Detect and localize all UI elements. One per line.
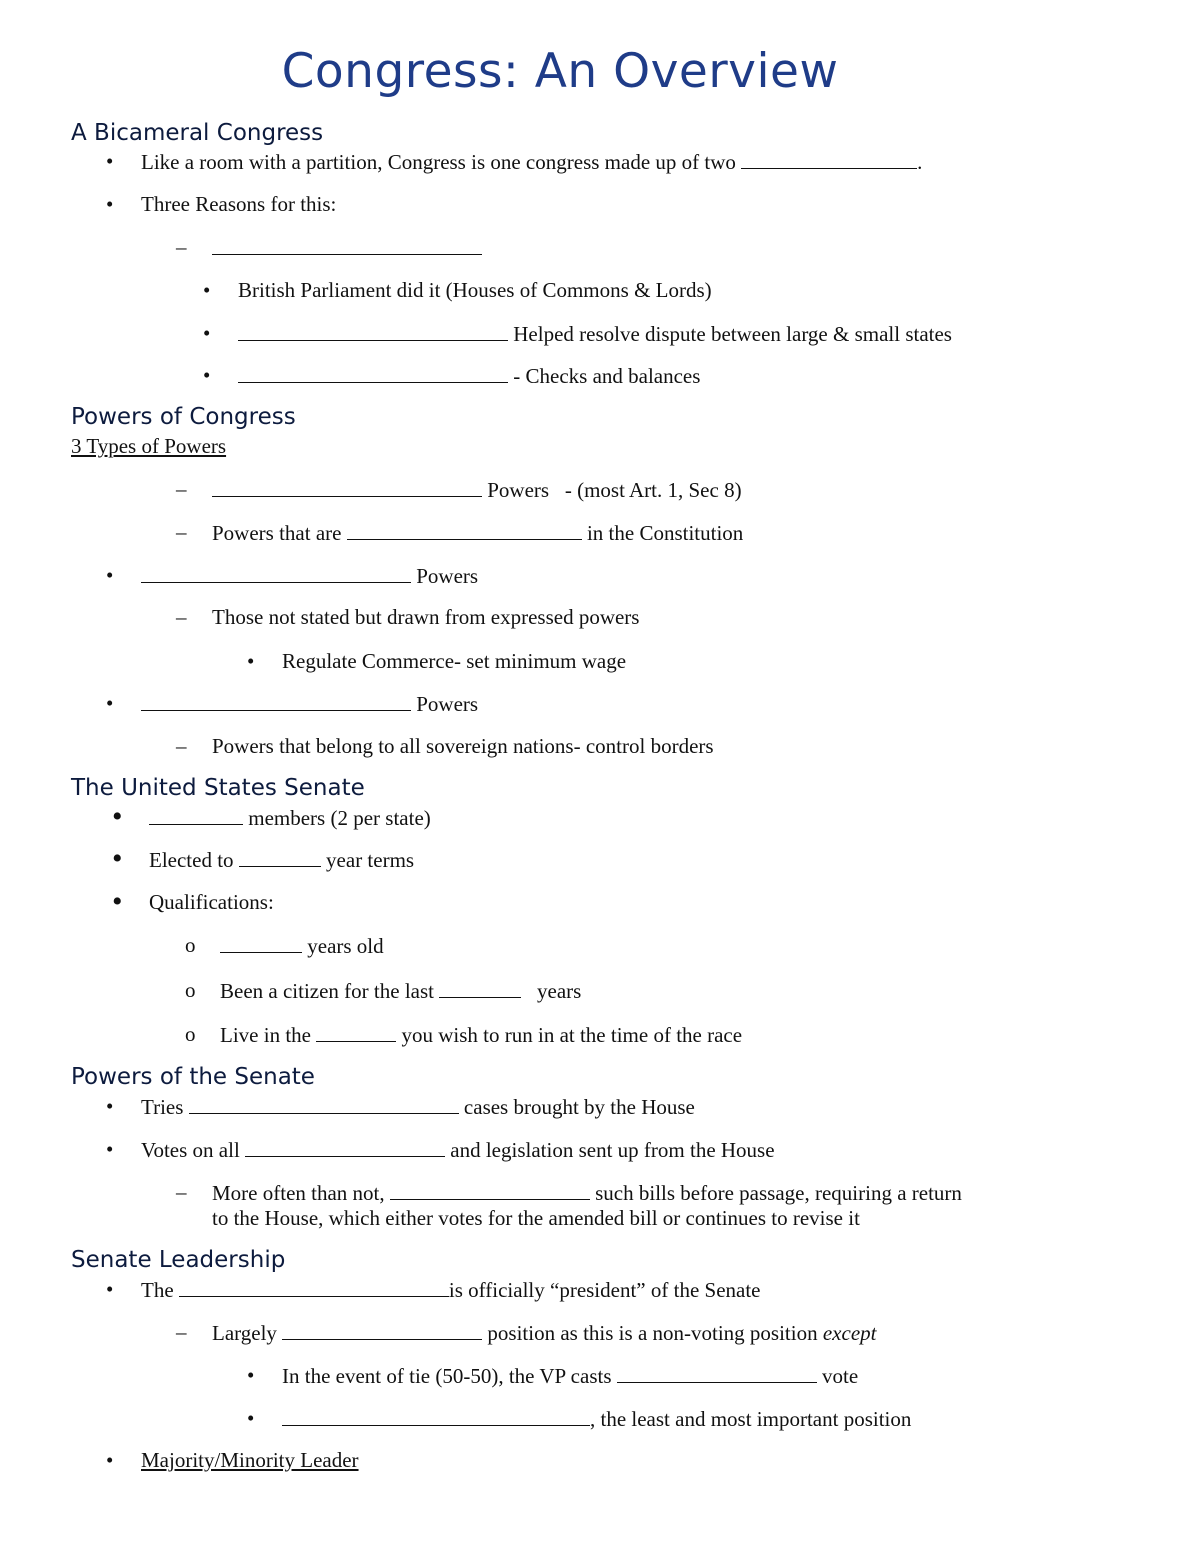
heading-leadership: Senate Leadership [71,1247,286,1273]
powers-line-2: Powers that are in the Constitution [212,521,744,545]
heading-bicameral: A Bicameral Congress [71,120,324,146]
senate-line-3: Qualifications: [149,890,274,914]
page-title: Congress: An Overview [281,44,839,99]
circle-bullet: o [185,1022,196,1046]
circle-bullet: o [185,978,196,1002]
blank[interactable] [238,320,508,341]
dash: – [176,520,187,544]
bullet: • [112,842,123,875]
powers-line-3: Powers [141,562,478,589]
bicameral-line-3 [212,234,482,261]
senate-line-1: members (2 per state) [149,804,431,831]
bicameral-line-5: Helped resolve dispute between large & small states [238,320,952,347]
blank[interactable] [282,1319,482,1340]
senate-line-2: Elected to year terms [149,848,415,872]
bicameral-line-6: - Checks and balances [238,362,700,389]
blank[interactable] [390,1179,590,1200]
blank[interactable] [741,148,917,169]
bullet: • [247,1363,255,1387]
senate-powers-line-1: Tries cases brought by the House [141,1095,695,1119]
bullet: • [247,1406,255,1430]
circle-bullet: o [185,933,196,957]
dash: – [176,605,187,629]
bullet: • [203,321,211,345]
blank[interactable] [189,1093,459,1114]
powers-line-4: Those not stated but drawn from expressed powers [212,605,640,629]
blank[interactable] [245,1136,445,1157]
blank[interactable] [239,846,321,867]
senate-line-4: years old [220,932,384,959]
leadership-line-3: In the event of tie (50-50), the VP casts vote [282,1364,859,1388]
bullet: • [247,649,255,673]
senate-line-6: Live in the you wish to run in at the time of the race [220,1023,743,1047]
blank[interactable] [439,977,521,998]
heading-senate-powers: Powers of the Senate [71,1064,315,1090]
bullet: • [112,885,123,918]
senate-powers-line-3-cont: to the House, which either votes for the amended bill or continues to revise it [212,1206,860,1230]
leadership-line-1: The is officially “president” of the Senate [141,1278,761,1302]
leadership-line-2: Largely position as this is a non-voting position except [212,1321,877,1345]
dash: – [176,1180,187,1204]
blank[interactable] [617,1362,817,1383]
blank[interactable] [238,362,508,383]
dash: – [176,477,187,501]
blank[interactable] [220,932,302,953]
blank[interactable] [179,1276,449,1297]
blank[interactable] [347,519,582,540]
senate-powers-line-3: More often than not, such bills before passage, requiring a return [212,1181,962,1205]
subheading-powers: 3 Types of Powers [71,434,227,458]
bullet: • [106,1137,114,1161]
dash: – [176,235,187,259]
senate-powers-line-2: Votes on all and legislation sent up from the House [141,1138,775,1162]
senate-line-5: Been a citizen for the last years [220,979,582,1003]
leadership-line-5: Majority/Minority Leader [141,1448,359,1472]
bullet: • [106,1277,114,1301]
blank[interactable] [141,562,411,583]
heading-senate: The United States Senate [71,775,365,801]
bicameral-line-4: British Parliament did it (Houses of Commons & Lords) [238,278,712,302]
bullet: • [203,363,211,387]
bicameral-line-2: Three Reasons for this: [141,192,337,216]
blank[interactable] [212,234,482,255]
bicameral-line-1: Like a room with a partition, Congress is one congress made up of two . [141,150,923,174]
bullet: • [106,563,114,587]
bullet: • [106,192,114,216]
powers-line-5: Regulate Commerce- set minimum wage [282,649,627,673]
dash: – [176,1320,187,1344]
blank[interactable] [141,690,411,711]
powers-line-6: Powers [141,690,478,717]
powers-line-7: Powers that belong to all sovereign nations- control borders [212,734,714,758]
heading-powers: Powers of Congress [71,404,296,430]
bullet: • [106,1094,114,1118]
bullet: • [106,1448,114,1472]
dash: – [176,734,187,758]
blank[interactable] [282,1405,590,1426]
bullet: • [106,691,114,715]
bullet: • [203,278,211,302]
blank[interactable] [149,804,243,825]
blank[interactable] [212,476,482,497]
blank[interactable] [316,1021,396,1042]
bullet: • [112,800,123,833]
leadership-line-4: , the least and most important position [282,1405,911,1432]
bullet: • [106,149,114,173]
powers-line-1: Powers - (most Art. 1, Sec 8) [212,476,742,503]
